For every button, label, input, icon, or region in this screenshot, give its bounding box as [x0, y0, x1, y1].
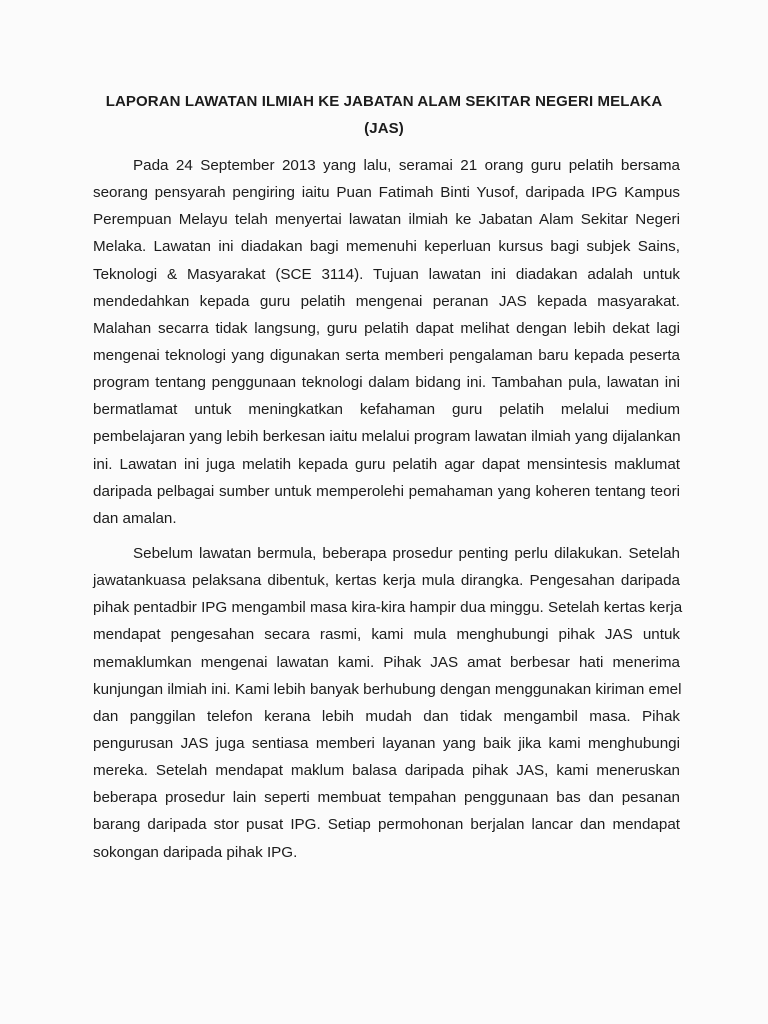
paragraph-1: [93, 152, 680, 532]
paragraph-2-line: jawatankuasa pelaksana dibentuk, kertas kerja mula dirangka. Pengesahan daripada: [93, 572, 680, 590]
paragraph-2-line: kunjungan ilmiah ini. Kami lebih banyak berhubung dengan menggunakan kiriman emel: [93, 680, 682, 698]
paragraph-1-line: Pada 24 September 2013 yang lalu, seramai 21 orang guru pelatih bersama: [133, 157, 680, 174]
document-title: LAPORAN LAWATAN ILMIAH KE JABATAN ALAM SEKITAR NEGERI MELAKA: [105, 93, 663, 110]
paragraph-2-line: pihak pentadbir IPG mengambil masa kira-kira hampir dua minggu. Setelah kertas kerja: [93, 599, 683, 617]
paragraph-2-line: Sebelum lawatan bermula, beberapa prosedur penting perlu dilakukan. Setelah: [133, 545, 680, 562]
paragraph-1-line: daripada pelbagai sumber untuk memperolehi pemahaman yang koheren tentang teori: [93, 482, 680, 500]
paragraph-2-line: pengurusan JAS juga sentiasa memberi layanan yang baik jika kami menghubungi: [93, 734, 680, 752]
paragraph-1-line: bermatlamat untuk meningkatkan kefahaman guru pelatih melalui medium: [93, 401, 680, 419]
paragraph-1-line: mendedahkan kepada guru pelatih mengenai peranan JAS kepada masyarakat.: [93, 292, 680, 310]
paragraph-2-line: mereka. Setelah mendapat maklum balasa daripada pihak JAS, kami meneruskan: [93, 762, 680, 780]
paragraph-1-line: dan amalan.: [93, 509, 177, 527]
paragraph-2-line: memaklumkan mengenai lawatan kami. Pihak JAS amat berbesar hati menerima: [93, 653, 680, 671]
paragraph-1-line: mengenai teknologi yang digunakan serta memberi pengalaman baru kepada peserta: [93, 346, 680, 364]
paragraph-2-line: sokongan daripada pihak IPG.: [93, 843, 298, 861]
paragraph-2-line: dan panggilan telefon kerana lebih mudah dan tidak mengambil masa. Pihak: [93, 707, 680, 725]
document-title-continuation: (JAS): [364, 120, 404, 137]
paragraph-1-line: pembelajaran yang lebih berkesan iaitu melalui program lawatan ilmiah yang dijalankan: [93, 428, 681, 446]
paragraph-2-line: barang daripada stor pusat IPG. Setiap permohonan berjalan lancar dan mendapat: [93, 816, 680, 834]
paragraph-2-line: beberapa prosedur lain seperti membuat tempahan penggunaan bas dan pesanan: [93, 789, 680, 807]
paragraph-2: [93, 540, 683, 866]
paragraph-1-line: Melaka. Lawatan ini diadakan bagi memenuhi keperluan kursus bagi subjek Sains,: [93, 238, 680, 256]
paragraph-1-line: Malahan secarra tidak langsung, guru pelatih dapat melihat dengan lebih dekat lagi: [93, 319, 680, 337]
paragraph-2-line: mendapat pengesahan secara rasmi, kami mula menghubungi pihak JAS untuk: [93, 626, 680, 644]
paragraph-1-line: Perempuan Melayu telah menyertai lawatan ilmiah ke Jabatan Alam Sekitar Negeri: [93, 211, 680, 229]
paragraph-1-line: program tentang penggunaan teknologi dalam bidang ini. Tambahan pula, lawatan ini: [93, 374, 680, 392]
paragraph-1-line: Teknologi & Masyarakat (SCE 3114). Tujuan lawatan ini diadakan adalah untuk: [93, 265, 680, 283]
paragraph-1-line: seorang pensyarah pengiring iaitu Puan Fatimah Binti Yusof, daripada IPG Kampus: [93, 184, 680, 202]
paragraph-1-line: ini. Lawatan ini juga melatih kepada guru pelatih agar dapat mensintesis maklumat: [93, 455, 680, 473]
